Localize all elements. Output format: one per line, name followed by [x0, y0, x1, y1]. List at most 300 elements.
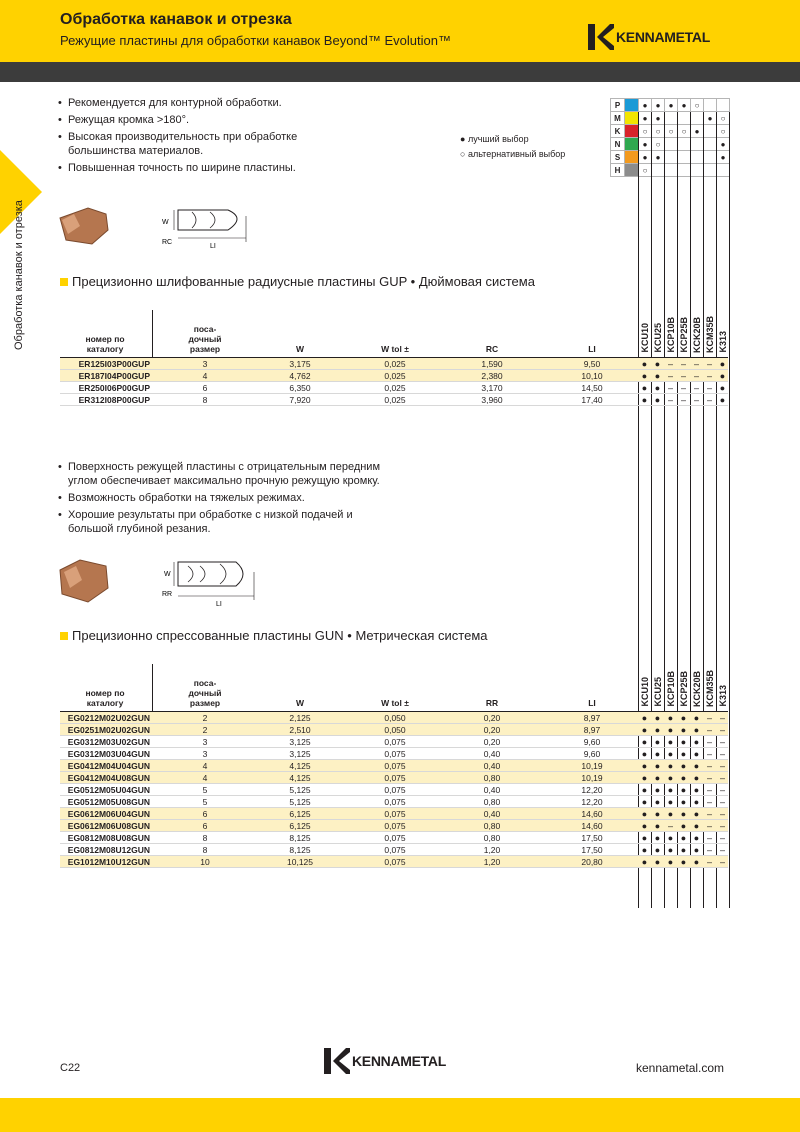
cell-size: 8: [202, 845, 208, 855]
col-wtol: W tol ±: [381, 344, 409, 354]
grade-mark: ●: [667, 761, 674, 771]
grade-mark: ●: [641, 809, 648, 819]
material-color-swatch: [625, 99, 639, 112]
grade-mark: ●: [680, 797, 687, 807]
grade-mark: ●: [680, 725, 687, 735]
grade-mark: –: [706, 857, 712, 867]
cell-size: 5: [202, 785, 208, 795]
cell-w: 6,125: [289, 821, 311, 831]
kennametal-k-icon: [324, 1048, 350, 1074]
grade-mark: ●: [667, 749, 674, 759]
feature-list-2: [58, 460, 398, 539]
grade-mark: ●: [665, 99, 678, 112]
cell-w: 3,175: [289, 359, 311, 369]
cell-wtol: 0,075: [384, 833, 406, 843]
cell-wtol: 0,025: [384, 383, 406, 393]
grade-header: KCP25B: [679, 317, 689, 353]
cell-w: 10,125: [287, 857, 313, 867]
brand-name: KENNAMETAL: [352, 1053, 446, 1069]
grade-mark: ○: [639, 125, 652, 138]
grade-mark: ●: [641, 713, 648, 723]
grade-mark: ●: [693, 725, 700, 735]
grade-mark: ●: [667, 725, 674, 735]
cell-li: 17,50: [581, 845, 603, 855]
cell-wtol: 0,025: [384, 371, 406, 381]
grade-mark: ●: [654, 383, 661, 393]
cell-rr: 0,20: [483, 713, 501, 723]
grade-mark: ●: [693, 821, 700, 831]
grade-mark: ●: [680, 821, 687, 831]
page-title: Обработка канавок и отрезка: [60, 11, 292, 28]
grade-mark: –: [719, 797, 725, 807]
grade-mark: ●: [641, 773, 648, 783]
insert-diagram-2: [50, 552, 270, 612]
grade-mark: ●: [667, 809, 674, 819]
cell-rr: 0,80: [483, 821, 501, 831]
cell-li: 12,20: [581, 797, 603, 807]
grade-mark: ●: [641, 395, 648, 405]
grade-mark: ○: [717, 112, 730, 125]
cell-w: 8,125: [289, 845, 311, 855]
grade-mark: –: [706, 749, 712, 759]
col-li: LI: [588, 344, 596, 354]
cell-size: 6: [202, 821, 208, 831]
grade-mark: –: [719, 761, 725, 771]
cell-rc: 3,960: [481, 395, 503, 405]
grade-mark: –: [693, 371, 699, 381]
grade-mark: –: [706, 761, 712, 771]
grade-mark: ●: [693, 773, 700, 783]
cell-code: EG0812M08U12GUN: [67, 845, 150, 855]
material-label: H: [611, 164, 625, 177]
cell-size: 4: [202, 371, 208, 381]
grade-mark: –: [693, 359, 699, 369]
col-catalog: номер по каталогу: [85, 334, 125, 354]
grade-mark: –: [706, 833, 712, 843]
grade-mark: –: [706, 395, 712, 405]
cell-code: EG0812M08U08GUN: [67, 833, 150, 843]
grade-mark: ●: [654, 857, 661, 867]
grade-mark: ●: [641, 857, 648, 867]
grade-mark: ●: [641, 761, 648, 771]
grade-divider: [729, 112, 730, 908]
section-title-gup: Прецизионно шлифованные радиусные пластины GUP • Дюймовая система: [60, 274, 535, 289]
cell-wtol: 0,075: [384, 845, 406, 855]
material-label: M: [611, 112, 625, 125]
grade-header: KCU10: [640, 323, 650, 353]
cell-li: 17,50: [581, 833, 603, 843]
table-row: [60, 844, 728, 856]
col-rc: RC: [485, 344, 499, 354]
grade-mark: ●: [641, 749, 648, 759]
cell-rr: 0,40: [483, 749, 501, 759]
grade-mark: –: [706, 371, 712, 381]
grade-header: K313: [718, 685, 728, 707]
cell-rr: 0,80: [483, 773, 501, 783]
feature-list-1: [58, 96, 358, 178]
table-row: [60, 394, 728, 406]
grade-mark: ●: [639, 138, 652, 151]
grade-mark: ○: [665, 125, 678, 138]
grade-mark: –: [706, 773, 712, 783]
grade-mark: ●: [654, 809, 661, 819]
table-row: [60, 760, 728, 772]
grade-mark: –: [719, 809, 725, 819]
cell-size: 8: [202, 395, 208, 405]
grade-mark: ●: [654, 713, 661, 723]
list-item: • Рекомендуется для контурной обработки.: [58, 97, 282, 109]
legend-alt: ○ альтернативный выбор: [460, 149, 566, 159]
grade-mark: ●: [641, 797, 648, 807]
grade-mark: ●: [680, 773, 687, 783]
grade-mark: –: [706, 785, 712, 795]
cell-li: 9,60: [583, 749, 601, 759]
cell-w: 6,350: [289, 383, 311, 393]
cell-wtol: 0,075: [384, 809, 406, 819]
cell-size: 4: [202, 761, 208, 771]
cell-w: 7,920: [289, 395, 311, 405]
cell-rr: 0,40: [483, 809, 501, 819]
grade-mark: [704, 99, 717, 112]
grade-mark: ●: [654, 845, 661, 855]
cell-li: 10,19: [581, 773, 603, 783]
grade-mark: –: [667, 383, 673, 393]
page-subtitle: Режущие пластины для обработки канавок Beyond™ Evolution™: [60, 33, 451, 48]
cell-code: EG0612M06U04GUN: [67, 809, 150, 819]
grade-mark: –: [706, 359, 712, 369]
cell-li: 9,50: [583, 359, 601, 369]
grade-mark: –: [719, 773, 725, 783]
brand-name: KENNAMETAL: [616, 29, 710, 45]
col-w: W: [295, 698, 305, 708]
grade-mark: ●: [652, 99, 665, 112]
grade-mark: ●: [680, 785, 687, 795]
grade-mark: ●: [719, 395, 726, 405]
grade-mark: ●: [654, 833, 661, 843]
cell-wtol: 0,075: [384, 857, 406, 867]
grade-mark: ●: [652, 151, 665, 164]
table-row: [60, 748, 728, 760]
kennametal-logo: [588, 24, 710, 50]
grade-mark: ●: [693, 857, 700, 867]
website-link[interactable]: kennametal.com: [636, 1061, 725, 1075]
material-color-swatch: [625, 151, 639, 164]
grade-mark: –: [680, 371, 686, 381]
cell-code: EG0412M04U08GUN: [67, 773, 150, 783]
table-header: [60, 664, 728, 712]
grade-mark: ●: [680, 737, 687, 747]
grade-mark: ●: [639, 151, 652, 164]
legend-best: ● лучший выбор: [460, 134, 529, 144]
grade-mark: ●: [680, 833, 687, 843]
cell-wtol: 0,050: [384, 713, 406, 723]
page-footer-band: [0, 1098, 800, 1132]
cell-w: 5,125: [289, 797, 311, 807]
grade-header: KCP10B: [666, 671, 676, 707]
grade-header: KCK20B: [692, 316, 702, 353]
cell-code: ER187I04P00GUP: [78, 371, 150, 381]
material-row: [611, 99, 730, 112]
cell-w: 5,125: [289, 785, 311, 795]
cell-size: 5: [202, 797, 208, 807]
cell-li: 14,60: [581, 821, 603, 831]
grade-mark: ●: [654, 395, 661, 405]
cell-code: ER312I08P00GUP: [78, 395, 150, 405]
grade-mark: ●: [654, 797, 661, 807]
rr-label: RR: [162, 591, 173, 598]
grade-mark: ●: [641, 737, 648, 747]
insert-diagram-1: [50, 196, 270, 256]
grade-mark: ●: [641, 725, 648, 735]
grade-mark: –: [719, 857, 725, 867]
cell-li: 10,19: [581, 761, 603, 771]
grade-mark: –: [706, 383, 712, 393]
grade-mark: –: [680, 383, 686, 393]
cell-code: EG0512M05U04GUN: [67, 785, 150, 795]
cell-size: 3: [202, 737, 208, 747]
grade-mark: ●: [678, 99, 691, 112]
grade-mark: ●: [704, 112, 717, 125]
cell-wtol: 0,075: [384, 773, 406, 783]
grade-header: KCM35B: [705, 669, 715, 707]
grade-mark: ●: [667, 857, 674, 867]
cell-wtol: 0,075: [384, 821, 406, 831]
page-number: C22: [60, 1062, 81, 1074]
cell-rr: 0,40: [483, 785, 501, 795]
grade-mark: –: [706, 725, 712, 735]
table-row: [60, 724, 728, 736]
grade-mark: ●: [641, 821, 648, 831]
cell-code: EG0312M03U02GUN: [67, 737, 150, 747]
cell-rc: 1,590: [481, 359, 503, 369]
grade-mark: [717, 99, 730, 112]
cell-rc: 3,170: [481, 383, 503, 393]
grade-header: KCP25B: [679, 671, 689, 707]
grade-mark: –: [693, 383, 699, 393]
grade-mark: ●: [693, 749, 700, 759]
cell-code: EG0612M06U08GUN: [67, 821, 150, 831]
square-bullet-icon: [60, 632, 68, 640]
grade-mark: ●: [693, 737, 700, 747]
table-row: [60, 808, 728, 820]
grade-mark: ●: [693, 797, 700, 807]
cell-wtol: 0,075: [384, 785, 406, 795]
table-header: [60, 310, 728, 358]
grade-mark: ●: [654, 725, 661, 735]
cell-w: 6,125: [289, 809, 311, 819]
list-item: • Высокая производительность при обработке большинства материалов.: [58, 131, 298, 157]
grade-mark: ●: [667, 713, 674, 723]
table-row: [60, 796, 728, 808]
grade-mark: ○: [652, 138, 665, 151]
cell-wtol: 0,025: [384, 359, 406, 369]
grade-mark: ●: [667, 833, 674, 843]
grade-mark: –: [680, 359, 686, 369]
table-row: [60, 370, 728, 382]
grade-mark: ●: [680, 809, 687, 819]
col-li: LI: [588, 698, 596, 708]
header-band: [0, 62, 800, 82]
grade-mark: ●: [693, 713, 700, 723]
cell-li: 17,40: [581, 395, 603, 405]
grade-mark: ●: [667, 737, 674, 747]
grade-mark: ●: [641, 833, 648, 843]
grade-mark: ●: [654, 749, 661, 759]
grade-header: KCU25: [653, 323, 663, 353]
cell-rr: 0,20: [483, 725, 501, 735]
cell-rr: 0,80: [483, 833, 501, 843]
cell-size: 6: [202, 383, 208, 393]
cell-size: 3: [202, 749, 208, 759]
list-item: • Поверхность режущей пластины с отрицательным передним углом обеспечивает максимально прочную режущую кромку.: [58, 461, 381, 487]
cell-li: 14,60: [581, 809, 603, 819]
material-color-swatch: [625, 125, 639, 138]
col-rr: RR: [485, 698, 499, 708]
grade-mark: ●: [693, 833, 700, 843]
cell-rr: 0,80: [483, 797, 501, 807]
side-section-label: Обработка канавок и отрезка: [13, 200, 25, 350]
material-label: N: [611, 138, 625, 151]
li-label: LI: [216, 601, 222, 608]
grade-header: KCM35B: [705, 315, 715, 353]
table-row: [60, 712, 728, 724]
grade-mark: –: [719, 821, 725, 831]
grade-mark: ●: [719, 359, 726, 369]
cell-code: EG0312M03U04GUN: [67, 749, 150, 759]
grade-mark: –: [706, 737, 712, 747]
grade-mark: ●: [641, 845, 648, 855]
material-color-swatch: [625, 164, 639, 177]
grade-mark: ●: [717, 151, 730, 164]
table-row: [60, 358, 728, 370]
grade-mark: ○: [639, 164, 652, 177]
grade-mark: ●: [680, 713, 687, 723]
grade-header: KCU25: [653, 677, 663, 707]
grade-mark: ●: [680, 857, 687, 867]
list-item: • Режущая кромка >180°.: [58, 114, 190, 126]
li-label: LI: [210, 243, 216, 250]
grade-mark: ○: [691, 99, 704, 112]
grade-mark: ●: [667, 773, 674, 783]
cell-w: 8,125: [289, 833, 311, 843]
grade-mark: ●: [693, 845, 700, 855]
cell-li: 20,80: [581, 857, 603, 867]
grade-mark: –: [706, 845, 712, 855]
grade-mark: ●: [654, 359, 661, 369]
grade-header: K313: [718, 331, 728, 353]
cell-li: 12,20: [581, 785, 603, 795]
grade-mark: ●: [667, 785, 674, 795]
cell-w: 4,125: [289, 761, 311, 771]
grade-mark: –: [719, 713, 725, 723]
legend: [460, 132, 565, 162]
grade-mark: ●: [693, 785, 700, 795]
cell-wtol: 0,075: [384, 761, 406, 771]
grade-mark: –: [680, 395, 686, 405]
col-catalog: номер по каталогу: [85, 688, 125, 708]
cell-li: 14,50: [581, 383, 603, 393]
grade-mark: –: [667, 359, 673, 369]
grade-mark: ●: [654, 761, 661, 771]
material-color-swatch: [625, 112, 639, 125]
cell-wtol: 0,025: [384, 395, 406, 405]
kennametal-k-icon: [588, 24, 614, 50]
cell-code: EG0412M04U04GUN: [67, 761, 150, 771]
cell-code: EG0512M05U08GUN: [67, 797, 150, 807]
table-row: [60, 856, 728, 868]
grade-header: KCP10B: [666, 317, 676, 353]
cell-w: 4,762: [289, 371, 311, 381]
grade-mark: ●: [654, 785, 661, 795]
cell-li: 9,60: [583, 737, 601, 747]
table-row: [60, 736, 728, 748]
grade-mark: ●: [693, 761, 700, 771]
cell-w: 4,125: [289, 773, 311, 783]
grade-mark: ●: [652, 112, 665, 125]
cell-size: 4: [202, 773, 208, 783]
grade-mark: –: [706, 713, 712, 723]
table-gun: [60, 664, 728, 868]
list-item: • Возможность обработки на тяжелых режимах.: [58, 492, 305, 504]
col-wtol: W tol ±: [381, 698, 409, 708]
grade-header: KCU10: [640, 677, 650, 707]
cell-size: 6: [202, 809, 208, 819]
rc-label: RC: [162, 239, 173, 246]
table-row: [60, 784, 728, 796]
grade-mark: ●: [641, 359, 648, 369]
grade-mark: ●: [719, 371, 726, 381]
cell-size: 10: [200, 857, 210, 867]
grade-mark: –: [706, 797, 712, 807]
material-label: P: [611, 99, 625, 112]
grade-mark: ●: [641, 785, 648, 795]
grade-mark: ●: [654, 773, 661, 783]
grade-mark: ●: [654, 371, 661, 381]
grade-mark: ●: [654, 821, 661, 831]
cell-rr: 1,20: [483, 845, 501, 855]
cell-code: EG0212M02U02GUN: [67, 713, 150, 723]
cell-li: 8,97: [583, 713, 601, 723]
grade-mark: –: [667, 371, 673, 381]
cell-w: 2,510: [289, 725, 311, 735]
grade-mark: –: [719, 749, 725, 759]
list-item: • Повышенная точность по ширине пластины.: [58, 162, 296, 174]
cell-li: 10,10: [581, 371, 603, 381]
cell-size: 8: [202, 833, 208, 843]
cell-wtol: 0,075: [384, 737, 406, 747]
cell-rr: 1,20: [483, 857, 501, 867]
grade-mark: ●: [691, 125, 704, 138]
cell-code: ER125I03P00GUP: [78, 359, 150, 369]
grade-mark: ●: [641, 371, 648, 381]
table-row: [60, 820, 728, 832]
grade-header: KCK20B: [692, 670, 702, 707]
grade-mark: ●: [667, 845, 674, 855]
grade-mark: –: [719, 737, 725, 747]
cell-size: 2: [202, 713, 208, 723]
grade-mark: –: [719, 725, 725, 735]
grade-mark: ●: [680, 749, 687, 759]
col-size: поса- дочный размер: [188, 678, 222, 708]
table-gup: [60, 310, 728, 406]
grade-mark: ●: [667, 797, 674, 807]
cell-code: EG0251M02U02GUN: [67, 725, 150, 735]
grade-mark: ●: [654, 737, 661, 747]
cell-size: 3: [202, 359, 208, 369]
w-label: W: [162, 219, 169, 226]
grade-mark: ●: [641, 383, 648, 393]
grade-mark: –: [706, 821, 712, 831]
